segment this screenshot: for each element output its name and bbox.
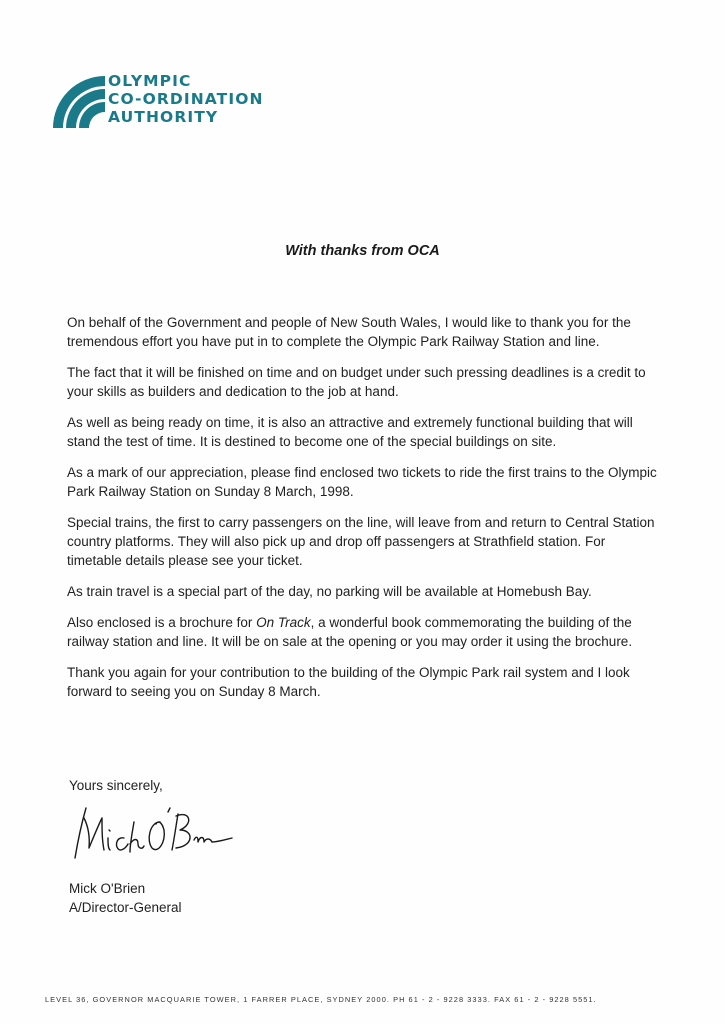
- signatory-name: Mick O'Brien: [69, 881, 146, 896]
- signatory-block: [69, 879, 182, 917]
- brochure-paragraph: [67, 613, 662, 651]
- paragraph: As a mark of our appreciation, please find enclosed two tickets to ride the first trains to the Olympic Park Railway Station on Sunday 8 March, 1998.: [67, 465, 657, 499]
- letter-heading: With thanks from OCA: [285, 243, 440, 259]
- signatory-title: A/Director-General: [69, 900, 182, 915]
- logo-line-authority: AUTHORITY: [108, 108, 219, 126]
- paragraph: On behalf of the Government and people of New South Wales, I would like to thank you for the tremendous effort you have put in to complete the Olympic Park Railway Station and line.: [67, 315, 631, 349]
- letterhead-footer: LEVEL 36, GOVERNOR MACQUARIE TOWER, 1 FARRER PLACE, SYDNEY 2000. PH 61 - 2 - 9228 3333. FAX 61 - 2 - 9228 5551.: [45, 995, 597, 1004]
- paragraph: Thank you again for your contribution to the building of the Olympic Park rail system and I look forward to seeing you on Sunday 8 March.: [67, 665, 630, 699]
- paragraph: As well as being ready on time, it is also an attractive and extremely functional building that will stand the test of time. It is destined to become one of the special buildings on site.: [67, 415, 633, 449]
- handwritten-signature: [72, 800, 237, 867]
- brochure-text-after: , a wonderful book commemorating the building of the railway station and line. It will be on sale at the opening or you may order it using the brochure.: [67, 615, 633, 649]
- logo-line-coordination: CO-ORDINATION: [108, 90, 264, 108]
- book-title: On Track: [256, 615, 311, 630]
- letter-body: [67, 313, 662, 713]
- paragraph: The fact that it will be finished on time and on budget under such pressing deadlines is a credit to your skills as builders and dedication to the job at hand.: [67, 365, 646, 399]
- logo-line-olympic: OLYMPIC: [108, 72, 192, 90]
- logo-wordmark: [108, 72, 264, 126]
- oca-arc-mark-icon: [52, 72, 108, 130]
- brochure-text-before: Also enclosed is a brochure for: [67, 615, 257, 630]
- paragraph: Special trains, the first to carry passengers on the line, will leave from and return to Central Station country platforms. They will also pick up and drop off passengers at Strathfield station. For timetable details please see your ticket.: [67, 515, 655, 568]
- paragraph: As train travel is a special part of the day, no parking will be available at Homebush Bay.: [67, 584, 592, 599]
- closing-salutation: Yours sincerely,: [69, 778, 163, 793]
